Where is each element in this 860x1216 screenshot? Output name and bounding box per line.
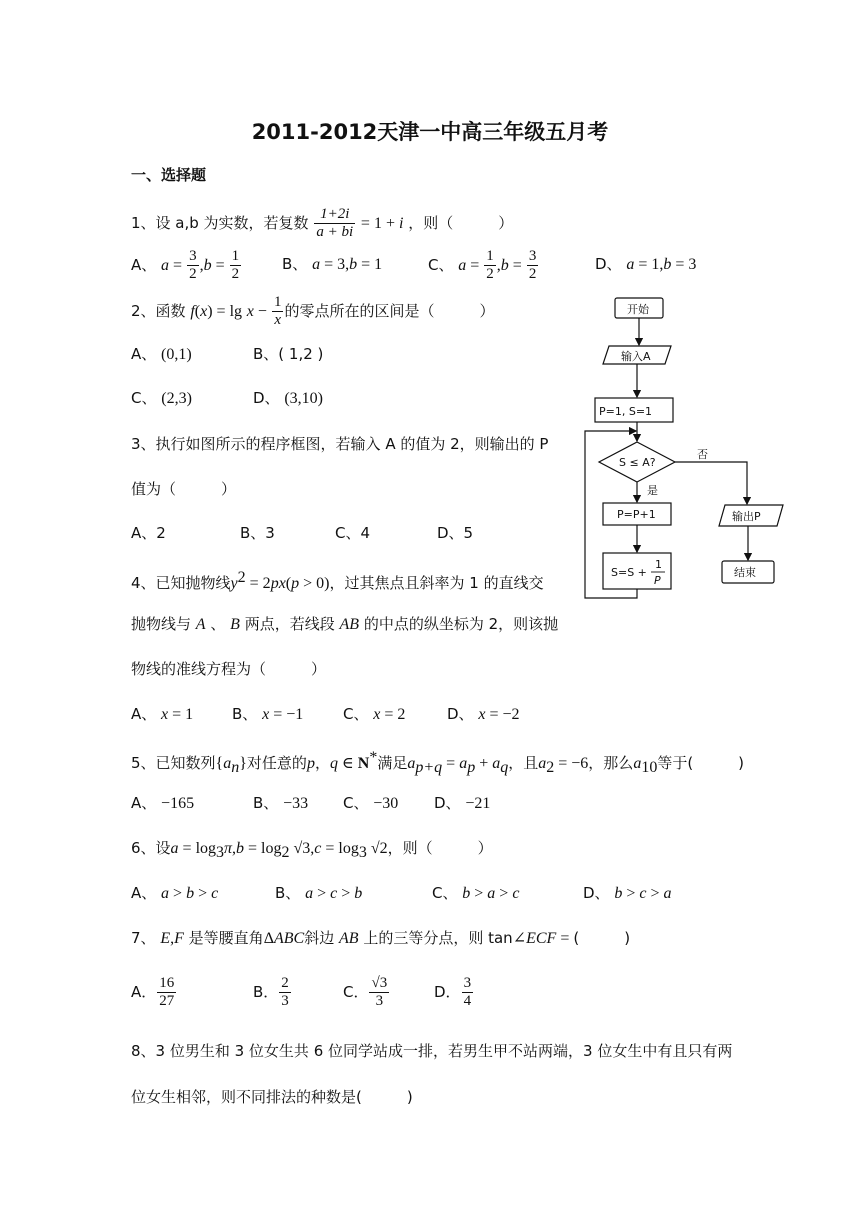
question-5: 5、已知数列$\{a_n\}$对任意的p，q ∈ N*满足$a_{p+q} = a_p + a_q$，且$a_2 = -6$，那么$a_{10}$等于( ) bbox=[131, 749, 745, 776]
section-heading: 一、选择题 bbox=[131, 166, 207, 184]
q7-option-d[interactable]: D． $\frac{3}{4}$ bbox=[434, 975, 472, 1009]
q4-option-a[interactable]: A、 x = 1 bbox=[131, 705, 194, 723]
flow-output-label: 输出P bbox=[732, 510, 761, 523]
q2-option-a[interactable]: A、 (0,1) bbox=[131, 345, 192, 363]
flow-input-label: 输入A bbox=[621, 350, 651, 363]
q5-option-d[interactable]: D、 −21 bbox=[434, 794, 491, 812]
q5-option-b[interactable]: B、 −33 bbox=[253, 794, 309, 812]
q1-fraction: $\frac{1+2i}{a + bi}$ bbox=[316, 206, 354, 240]
q4-line3: 物线的准线方程为（ ） bbox=[131, 660, 327, 678]
q8-line2: 位女生相邻，则不同排法的种数是( ) bbox=[131, 1088, 413, 1106]
q5-option-c[interactable]: C、 −30 bbox=[343, 794, 399, 812]
q4-option-c[interactable]: C、 x = 2 bbox=[343, 705, 406, 723]
q3-option-a[interactable]: A、2 bbox=[131, 524, 166, 542]
q6-option-d[interactable]: D、 b > c > a bbox=[583, 884, 672, 902]
q5-option-a[interactable]: A、 −165 bbox=[131, 794, 195, 812]
flow-no-label: 否 bbox=[697, 448, 708, 461]
flow-start-label: 开始 bbox=[627, 303, 649, 316]
q1-option-d[interactable]: D、 a = 1,b = 3 bbox=[595, 255, 697, 273]
flow-yes-label: 是 bbox=[647, 484, 658, 497]
q2-option-d[interactable]: D、 (3,10) bbox=[253, 389, 323, 407]
page-title: 2011-2012天津一中高三年级五月考 bbox=[251, 120, 609, 144]
q1-option-c[interactable]: C、 a = $\frac{1}{2}$ ,b = $\frac{3}{2}$ bbox=[428, 248, 537, 282]
flow-init-label: P=1, S=1 bbox=[599, 405, 653, 418]
flow-step2-label: S=S + bbox=[611, 566, 647, 579]
q4-line2: 抛物线与 A 、 B 两点，若线段 AB 的中点的纵坐标为 2，则该抛 bbox=[131, 615, 559, 633]
q1-option-b[interactable]: B、 a = 3,b = 1 bbox=[282, 255, 383, 273]
question-1: 1、设 a,b 为实数，若复数 $\frac{1+2i}{a + bi}$ = 1 + i ，则（ ） bbox=[131, 206, 514, 240]
q8-line1: 8、3 位男生和 3 位女生共 6 位同学站成一排，若男生甲不站两端，3 位女生中有且只有两 bbox=[131, 1042, 733, 1060]
flow-step1-label: P=P+1 bbox=[617, 508, 656, 521]
q1-stem: 1、设 a,b 为实数，若复数 bbox=[131, 214, 309, 232]
flow-step2-den: P bbox=[654, 574, 661, 587]
q7-option-b[interactable]: B． $\frac{2}{3}$ bbox=[253, 975, 289, 1009]
q4-option-b[interactable]: B、 x = −1 bbox=[232, 705, 304, 723]
q7-option-a[interactable]: A． $\frac{16}{27}$ bbox=[131, 975, 175, 1009]
q6-option-c[interactable]: C、 b > a > c bbox=[432, 884, 520, 902]
q3-line2: 值为（ ） bbox=[131, 480, 237, 498]
q4-option-d[interactable]: D、 x = −2 bbox=[447, 705, 520, 723]
q2-option-b[interactable]: B、( 1,2 ) bbox=[253, 345, 324, 363]
q3-option-d[interactable]: D、5 bbox=[437, 524, 474, 542]
q7-option-c[interactable]: C． $\frac{√3}{3}$ bbox=[343, 975, 388, 1009]
q3-option-b[interactable]: B、3 bbox=[240, 524, 275, 542]
q1-tail: ，则（ ） bbox=[408, 214, 514, 232]
question-7: 7、 E,F 是等腰直角ΔABC斜边 AB 上的三等分点，则 tan∠ECF = ( ) bbox=[131, 929, 631, 947]
q1-option-a[interactable]: A、 a = $\frac{3}{2}$ ,b = $\frac{1}{2}$ bbox=[131, 248, 240, 282]
q2-option-c[interactable]: C、 (2,3) bbox=[131, 389, 192, 407]
question-6: 6、设$a = \log_3\pi,b = \log_2 √3,c = \log_3 √2$，则（ ） bbox=[131, 839, 493, 861]
q6-option-a[interactable]: A、 a > b > c bbox=[131, 884, 219, 902]
flow-cond-label: S ≤ A? bbox=[619, 456, 656, 469]
flowchart bbox=[575, 290, 790, 610]
q6-option-b[interactable]: B、 a > c > b bbox=[275, 884, 363, 902]
q3-line1: 3、执行如图所示的程序框图，若输入 A 的值为 2，则输出的 P bbox=[131, 435, 549, 453]
flow-end-label: 结束 bbox=[734, 566, 756, 579]
q3-option-c[interactable]: C、4 bbox=[335, 524, 371, 542]
q4-line1: 4、已知抛物线$y^2 = 2px(p > 0)$，过其焦点且斜率为 1 的直线交 bbox=[131, 569, 544, 592]
flow-step2-num: 1 bbox=[655, 558, 662, 571]
question-2: 2、函数 f(x) = lg x − $\frac{1}{x}$ 的零点所在的区间是（ ） bbox=[131, 294, 495, 328]
